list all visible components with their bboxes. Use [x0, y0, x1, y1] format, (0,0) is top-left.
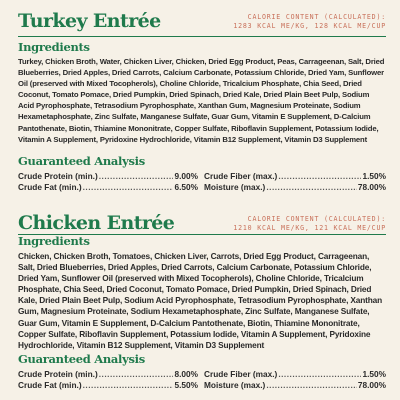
moisture-label: Moisture (max.)	[204, 380, 266, 390]
ingredients-heading: Ingredients	[18, 234, 90, 248]
moisture-item	[204, 380, 386, 391]
calorie-content	[233, 13, 386, 31]
crude-fiber-item	[204, 369, 386, 380]
moisture-value: 78.00%	[357, 380, 386, 390]
calorie-label: CALORIE CONTENT (CALCULATED):	[247, 13, 386, 21]
analysis-heading: Guaranteed Analysis	[18, 352, 145, 366]
guaranteed-analysis-table	[18, 369, 386, 391]
crude-fiber-label: Crude Fiber (max.)	[204, 369, 278, 379]
analysis-heading: Guaranteed Analysis	[18, 154, 145, 168]
crude-protein-value: 8.00%	[174, 369, 198, 379]
crude-protein-item	[18, 369, 198, 380]
moisture-label: Moisture (max.)	[204, 182, 266, 192]
analysis-row	[18, 380, 386, 391]
calorie-values: 1210 KCAL ME/KG, 121 KCAL ME/CUP	[233, 224, 386, 232]
dot-leader	[278, 171, 361, 182]
guaranteed-analysis-table	[18, 171, 386, 193]
crude-fiber-label: Crude Fiber (max.)	[204, 171, 278, 181]
analysis-row	[18, 369, 386, 380]
dot-leader	[83, 182, 174, 193]
moisture-value: 78.00%	[357, 182, 386, 192]
crude-fat-value: 6.50%	[174, 182, 198, 192]
crude-protein-label: Crude Protein (min.)	[18, 369, 98, 379]
crude-fiber-value: 1.50%	[362, 171, 386, 181]
crude-fiber-item	[204, 171, 386, 182]
moisture-item	[204, 182, 386, 193]
analysis-row	[18, 182, 386, 193]
crude-fat-item	[18, 380, 198, 391]
crude-fat-value: 5.50%	[174, 380, 198, 390]
dot-leader	[278, 369, 361, 380]
product-title: Chicken Entrée	[18, 212, 175, 234]
crude-protein-value: 9.00%	[174, 171, 198, 181]
calorie-content	[233, 215, 386, 233]
crude-fat-item	[18, 182, 198, 193]
chicken-entree-section	[0, 204, 400, 400]
dot-leader	[99, 171, 174, 182]
dot-leader	[266, 380, 357, 391]
dot-leader	[99, 369, 174, 380]
crude-protein-label: Crude Protein (min.)	[18, 171, 98, 181]
crude-fat-label: Crude Fat (min.)	[18, 380, 82, 390]
calorie-label: CALORIE CONTENT (CALCULATED):	[247, 215, 386, 223]
crude-fiber-value: 1.50%	[362, 369, 386, 379]
crude-protein-item	[18, 171, 198, 182]
dot-leader	[266, 182, 357, 193]
calorie-values: 1283 KCAL ME/KG, 128 KCAL ME/CUP	[233, 22, 386, 30]
product-title: Turkey Entrée	[18, 10, 161, 32]
product-header	[18, 10, 386, 38]
header-divider	[18, 36, 386, 37]
ingredients-list: Chicken, Chicken Broth, Tomatoes, Chicken Liver, Carrots, Dried Egg Product, Carrageenan, Salt, Dried Blueberries, Dried Apples, Dried Carrots, Calcium Carbonate, Potassium Chloride, Dried Yam, Sunflower Oil (preserved with Mixed Tocopherols), Choline Chloride, Tricalcium Phosphate, Chia Seed, Dried Coconut, Tomato Pomace, Dried Pumpkin, Dried Spinach, Dried Kale, Dried Plain Beet Pulp, Sodium Acid Pyrophosphate, Tetrasodium Pyrophosphate, Xanthan Gum, Magnesium Proteinate, Sodium Hexametaphosphate, Zinc Sulfate, Manganese Sulfate, Guar Gum, Vitamin E Supplement, D-Calcium Pantothenate, Biotin, Thiamine Mononitrate, Copper Sulfate, Riboflavin Supplement, Potassium Iodide, Vitamin A Supplement, Pyridoxine Hydrochloride, Vitamin B12 Supplement, Vitamin D3 Supplement	[18, 251, 383, 350]
ingredients-heading: Ingredients	[18, 40, 90, 54]
analysis-row	[18, 171, 386, 182]
dot-leader	[83, 380, 174, 391]
ingredients-list: Turkey, Chicken Broth, Water, Chicken Liver, Chicken, Dried Egg Product, Peas, Carrageenan, Salt, Dried Blueberries, Dried Apples, Dried Carrots, Calcium Carbonate, Potassium Chloride, Dried Yam, Sunflower Oil (preserved with Mixed Tocopherols), Choline Chloride, Tricalcium Phosphate, Chia Seed, Dried Coconut, Tomato Pomace, Dried Pumpkin, Dried Spinach, Dried Kale, Dried Plain Beet Pulp, Sodium Acid Pyrophosphate, Tetrasodium Pyrophosphate, Xanthan Gum, Magnesium Proteinate, Sodium Hexametaphosphate, Zinc Sulfate, Manganese Sulfate, Guar Gum, Vitamin E Supplement, D-Calcium Pantothenate, Biotin, Thiamine Mononitrate, Copper Sulfate, Riboflavin Supplement, Potassium Iodide, Vitamin A Supplement, Pyridoxine Hydrochloride, Vitamin B12 Supplement, Vitamin D3 Supplement	[18, 57, 385, 144]
crude-fat-label: Crude Fat (min.)	[18, 182, 82, 192]
